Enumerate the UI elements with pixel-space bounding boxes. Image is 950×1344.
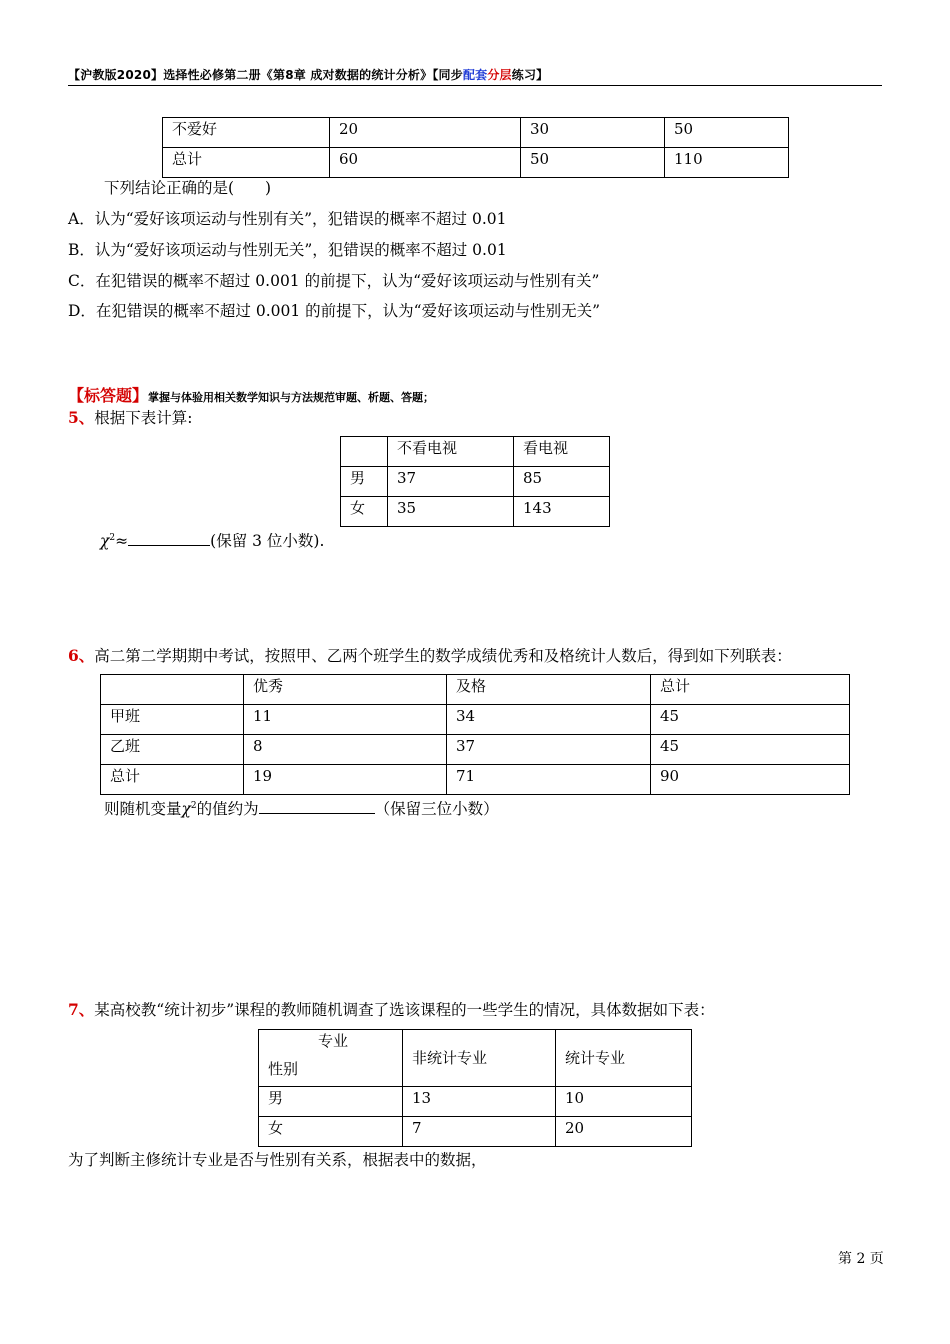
table-cell: 34 bbox=[447, 705, 651, 735]
q6-text: 高二第二学期期中考试，按照甲、乙两个班学生的数学成绩优秀和及格统计人数后，得到如下列联表： bbox=[94, 647, 792, 665]
table-corner-cell bbox=[259, 1030, 403, 1087]
table-row bbox=[101, 765, 850, 795]
q5-text: 根据下表计算: bbox=[94, 409, 193, 427]
approx-symbol: ≈ bbox=[115, 532, 129, 551]
table-cell bbox=[101, 675, 244, 705]
table-cell: 总计 bbox=[101, 765, 244, 795]
table-cell: 90 bbox=[651, 765, 850, 795]
table-cell: 50 bbox=[665, 118, 789, 148]
page-number: 第 2 页 bbox=[838, 1251, 884, 1267]
table-row bbox=[163, 118, 789, 148]
table-row bbox=[259, 1117, 692, 1147]
q4-option-b: B．认为“爱好该项运动与性别无关”，犯错误的概率不超过 0.01 bbox=[68, 241, 507, 259]
table-cell: 50 bbox=[521, 148, 665, 178]
table-cell: 统计专业 bbox=[556, 1030, 692, 1087]
table-cell: 甲班 bbox=[101, 705, 244, 735]
table-row bbox=[341, 497, 610, 527]
chi-symbol: χ bbox=[181, 800, 191, 819]
header-text-2: 配套 bbox=[462, 68, 488, 82]
q6-answer-line bbox=[104, 795, 499, 820]
table-cell: 30 bbox=[521, 118, 665, 148]
chi-exponent: 2 bbox=[109, 533, 116, 543]
q7-stem bbox=[68, 999, 715, 1021]
section-desc: 掌握与体验用相关数学知识与方法规范审题、析题、答题； bbox=[148, 391, 435, 404]
q4-option-d: D．在犯错误的概率不超过 0.001 的前提下，认为“爱好该项运动与性别无关” bbox=[68, 302, 601, 320]
table-cell: 20 bbox=[556, 1117, 692, 1147]
table-row bbox=[101, 675, 850, 705]
q5-number: 5、 bbox=[68, 408, 95, 427]
table-cell: 7 bbox=[403, 1117, 556, 1147]
q5-table bbox=[340, 436, 610, 527]
table-cell: 19 bbox=[244, 765, 447, 795]
q7-after: 为了判断主修统计专业是否与性别有关系，根据表中的数据， bbox=[68, 1151, 487, 1169]
table-cell: 45 bbox=[651, 705, 850, 735]
q7-text: 某高校教“统计初步”课程的教师随机调查了选该课程的一些学生的情况，具体数据如下表： bbox=[94, 1001, 715, 1019]
header-text-1: 【沪教版2020】选择性必修第二册《第8章 成对数据的统计分析》【同步 bbox=[68, 68, 463, 82]
table-cell: 37 bbox=[447, 735, 651, 765]
section-heading bbox=[68, 383, 434, 406]
table-cell: 不看电视 bbox=[388, 437, 514, 467]
chi-symbol: χ bbox=[100, 532, 110, 551]
q6-mid: 的值约为 bbox=[196, 800, 259, 819]
table-cell: 男 bbox=[259, 1087, 403, 1117]
table-row bbox=[341, 437, 610, 467]
header-text-4: 练习】 bbox=[511, 68, 549, 82]
section-tag: 【标答题】 bbox=[68, 386, 149, 405]
table-row bbox=[101, 705, 850, 735]
table-cell: 85 bbox=[514, 467, 610, 497]
chi-exponent: 2 bbox=[190, 801, 197, 811]
table-cell: 37 bbox=[388, 467, 514, 497]
table-cell: 71 bbox=[447, 765, 651, 795]
table-row bbox=[259, 1030, 692, 1087]
table-cell: 10 bbox=[556, 1087, 692, 1117]
corner-label-top: 专业 bbox=[318, 1032, 349, 1050]
q5-tail: (保留 3 位小数). bbox=[210, 532, 325, 551]
q6-table bbox=[100, 674, 850, 795]
q7-number: 7、 bbox=[68, 1000, 95, 1019]
table-cell: 35 bbox=[388, 497, 514, 527]
table-cell: 总计 bbox=[163, 148, 330, 178]
q7-table bbox=[258, 1029, 692, 1147]
table-top bbox=[162, 117, 789, 178]
table-cell: 60 bbox=[330, 148, 521, 178]
q6-stem bbox=[68, 645, 792, 667]
table-cell: 143 bbox=[514, 497, 610, 527]
q5-stem bbox=[68, 407, 193, 429]
table-cell: 乙班 bbox=[101, 735, 244, 765]
table-cell: 及格 bbox=[447, 675, 651, 705]
table-cell bbox=[341, 437, 388, 467]
table-cell: 13 bbox=[403, 1087, 556, 1117]
table-cell: 优秀 bbox=[244, 675, 447, 705]
table-cell: 总计 bbox=[651, 675, 850, 705]
answer-blank bbox=[259, 797, 375, 814]
q4-option-a: A．认为“爱好该项运动与性别有关”，犯错误的概率不超过 0.01 bbox=[68, 210, 507, 228]
table-cell: 20 bbox=[330, 118, 521, 148]
table-row bbox=[259, 1087, 692, 1117]
table-cell: 女 bbox=[341, 497, 388, 527]
q6-number: 6、 bbox=[68, 646, 95, 665]
answer-blank bbox=[128, 529, 210, 546]
table-cell: 8 bbox=[244, 735, 447, 765]
table-cell: 男 bbox=[341, 467, 388, 497]
table-row bbox=[341, 467, 610, 497]
q4-prompt: 下列结论正确的是( ) bbox=[104, 179, 272, 197]
q4-option-c: C．在犯错误的概率不超过 0.001 的前提下，认为“爱好该项运动与性别有关” bbox=[68, 272, 600, 290]
table-cell: 11 bbox=[244, 705, 447, 735]
table-row bbox=[101, 735, 850, 765]
table-cell: 看电视 bbox=[514, 437, 610, 467]
table-cell: 45 bbox=[651, 735, 850, 765]
table-row bbox=[163, 148, 789, 178]
q6-tail: （保留三位小数） bbox=[374, 800, 499, 819]
table-cell: 不爱好 bbox=[163, 118, 330, 148]
header-text-3: 分层 bbox=[487, 68, 512, 82]
corner-label-bottom: 性别 bbox=[268, 1060, 299, 1078]
q5-answer-line bbox=[100, 527, 324, 552]
table-cell: 110 bbox=[665, 148, 789, 178]
header-rule bbox=[68, 85, 882, 86]
table-cell: 非统计专业 bbox=[403, 1030, 556, 1087]
table-cell: 女 bbox=[259, 1117, 403, 1147]
page-header bbox=[68, 66, 880, 83]
q6-pre: 则随机变量 bbox=[104, 800, 182, 819]
